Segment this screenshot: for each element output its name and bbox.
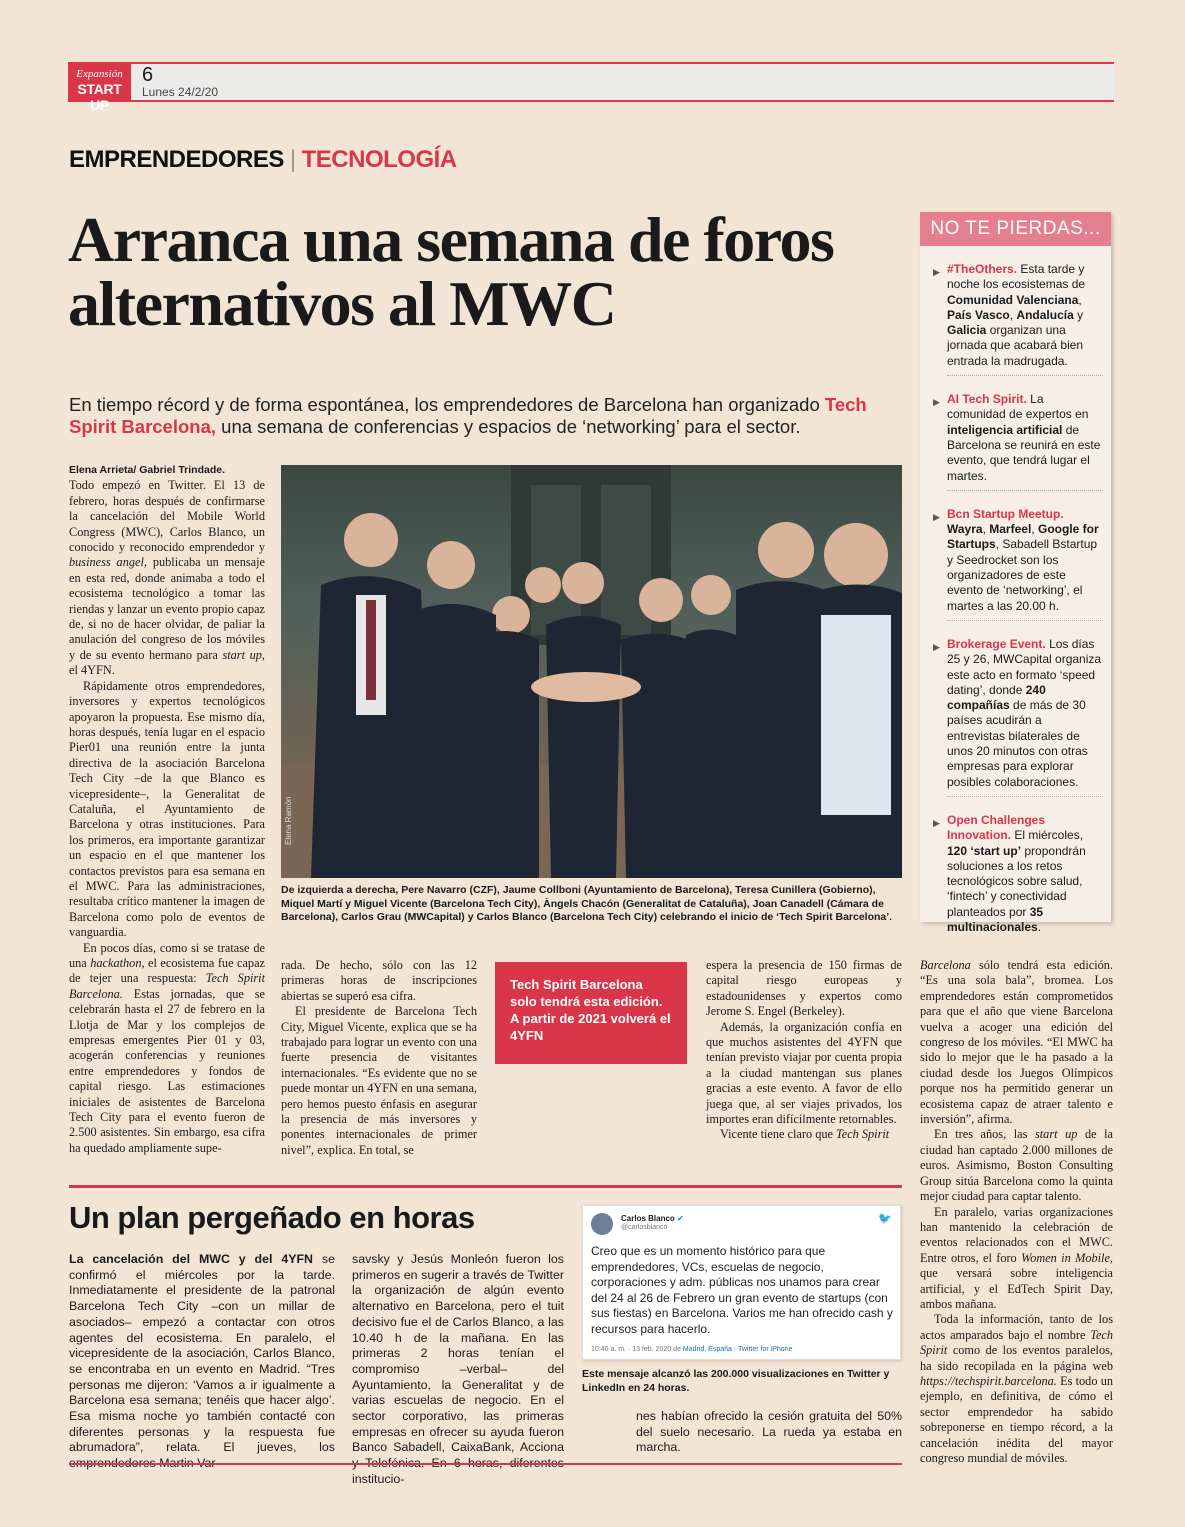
tweet-meta: 10:40 a. m. · 13 feb. 2020 de Madrid, España · Twitter for iPhone bbox=[591, 1346, 793, 1353]
paragraph: En pocos días, como si se tratase de una hackathon, el ecosistema fue capaz de tejer una respuesta: Tech Spirit Barcelona. Estas jornadas, que se celebrarán hasta el 27 de febrero en la Llotja de Mar y los complejos de empresas emergentes Pier 01 y 03, acogerán conferencias y reuniones entre emprendedores y fondos de capital riesgo. Las estimaciones iniciales de asistentes de Barcelona Tech City para el evento fueron de 2.500 asistentes. Sin embargo, esa cifra ha quedado ampliamente supe- bbox=[69, 940, 266, 1155]
headline: Arranca una semana de foros alternativos al MWC bbox=[68, 204, 834, 339]
sidebar-item: ▶ #TheOthers. Esta tarde y noche los ecosistemas de Comunidad Valenciana, País Vasco, Andalucía y Galicia organizan una jornada que acabará bien entrada la madrugada. bbox=[933, 262, 1086, 368]
bottom-divider bbox=[69, 1463, 902, 1465]
photo-illustration bbox=[281, 465, 902, 878]
tweet-caption: Este mensaje alcanzó las 200.000 visualizaciones en Twitter y LinkedIn en 24 horas. bbox=[582, 1368, 890, 1394]
triangle-right-icon: ▶ bbox=[933, 641, 940, 652]
section-separator: | bbox=[289, 146, 296, 173]
triangle-right-icon: ▶ bbox=[933, 511, 940, 522]
twitter-bird-icon: 🐦 bbox=[878, 1213, 892, 1225]
sidebar-item: ▶ Bcn Startup Meetup. Wayra, Marfeel, Google for Startups, Sabadell Bstartup y Seedrocket son los organizadores de este evento de ‘networking’, el martes a las 20.00 h. bbox=[947, 490, 1103, 614]
lead-paragraph bbox=[69, 394, 909, 438]
paragraph: rada. De hecho, sólo con las 12 primeras horas de inscripciones abiertas se superó esa cifra. bbox=[281, 958, 477, 1003]
article-column-3 bbox=[706, 958, 902, 1143]
sidebar-item: ▶ Brokerage Event. Los días 25 y 26, MWCapital organiza este acto en formato ‘speed dating’, donde 240 compañías de más de 30 países acudirán a entrevistas bilaterales de unos 20 minutos con otras empresas para explorar posibles colaboraciones. bbox=[947, 620, 1103, 790]
paragraph: El presidente de Barcelona Tech City, Miguel Vicente, explica que se ha trabajado para lograr un evento con una fuerte presencia de visitantes internacionales. “Es evidente que no se puede montar un 4YFN en una semana, pero hemos puesto énfasis en asegurar la presencia de más inversores y ponentes internacionales de primer nivel”, explica. En total, se bbox=[281, 1004, 477, 1157]
masthead-logo bbox=[68, 64, 131, 113]
avatar bbox=[591, 1213, 613, 1235]
sidebar-no-te-pierdas bbox=[920, 212, 1111, 934]
verified-icon: ✔ bbox=[677, 1214, 684, 1223]
paragraph: Rápidamente otros emprendedores, inversores y expertos tecnológicos apoyaron la propuesta. Ese mismo día, horas después, tenía lugar en el espacio Pier01 una reunión entre la junta directiva de la asociación Barcelona Tech City –de la que Blanco es vicepresidente–, la Generalitat de Cataluña, el Ayuntamiento de Barcelona y otras instituciones. Para los primeros, era importante garantizar un espacio en el que mantener los contactos previstos para esa semana en el MWC. Para las administraciones, resultaba crítico mantener la imagen de Barcelona como polo de eventos de vanguardia. bbox=[69, 678, 265, 940]
triangle-right-icon: ▶ bbox=[933, 397, 940, 408]
paragraph: Todo empezó en Twitter. El 13 de febrero, horas después de confirmarse la cancelación del Mobile World Congress (MWC), Carlos Blanco, un conocido y reconocido emprendedor y business angel, publicaba un mensaje en esta red, donde animaba a todo el ecosistema tecnológico a tomar las riendas y lanzar un evento propio capaz de, si no de hacer olvidar, de paliar la anulación del congreso de los móviles y de su evento hermano para start up, el 4YFN. bbox=[69, 478, 265, 678]
paragraph: espera la presencia de 150 firmas de capital riesgo europeas y estadounidenses y expertos como Jerome S. Engel (Berkeley). bbox=[706, 958, 902, 1019]
paragraph: En tres años, las start up de la ciudad han captado 2.000 millones de euros. Asimismo, Boston Consulting Group sitúa Barcelona como la quinta mejor ciudad para captar talento. bbox=[920, 1127, 1114, 1204]
subsection-title: Un plan pergeñado en horas bbox=[69, 1200, 475, 1235]
subsection-column-2: savsky y Jesús Monleón fueron los primeros en sugerir a través de Twitter la organización de algún evento alternativo en Barcelona, pero el tuit decisivo fue el de Carlos Blanco, a las 10.40 h de la mañana. En las primeras 2 horas tenían el compromiso –verbal– del Ayuntamiento, la Generalitat y de varias escuelas de negocio. En el sector corporativo, las primeras empresas en ofrecer su ayuda fueron Banco Sabadell, CaixaBank, Acciona institucio- bbox=[352, 1252, 564, 1486]
subsection-column-1: La cancelación del MWC y del 4YFN se confirmó el miércoles por la tarde. Inmediatamente el presidente de la patronal Barcelona Tech City –con un millar de asociados– empezó a contactar con otros agentes del ecosistema. En paralelo, el vicepresidente de la asociación, Carlos Blanco, se encontraba en un evento en Madrid. “Tres personas me dijeron: ‘Vamos a ir igualmente a Barcelona esa semana; tenéis que hacer algo’. Esa misma noche yo también contacté con diferentes personas y la respuesta fue abrumadora”, relata. El jueves, los bbox=[69, 1252, 335, 1455]
paragraph: En paralelo, varias organizaciones han mantenido la celebración de eventos relacionados con el MWC. Entre otros, el foro Women in Mobile, que versará sobre inteligencia artificial, y el EdTech Spirit Day, ambos mañana. bbox=[920, 1204, 1113, 1311]
photo-caption: De izquierda a derecha, Pere Navarro (CZF), Jaume Collboni (Ayuntamiento de Barcelona), Teresa Cunillera (Gobierno), Miquel Martí y Miguel Vicente (Barcelona Tech City), Àngels Chacón (Generalitat de Cataluña), Joan Canadell (Cámara de Barcelona), Carlos Grau (MWCapital) y Carlos Blanco (Barcelona Tech City) celebrando el inicio de ‘Tech Spirit Barcelona’. bbox=[281, 884, 893, 923]
tweet-text: Creo que es un momento histórico para que emprendedores, VCs, escuelas de negocio, corporaciones y adm. públicas nos unamos para crear del 24 al 26 de Febrero un gran evento de startups (con sus fiestas) en Barcelona. Varios me han ofrecido cash y recursos para hacerlo. bbox=[591, 1244, 893, 1336]
triangle-right-icon: ▶ bbox=[933, 817, 940, 828]
section-primary: EMPRENDEDORES bbox=[69, 146, 284, 173]
sidebar-title: NO TE PIERDAS... bbox=[920, 212, 1111, 246]
section-label bbox=[69, 146, 457, 174]
subsection-column-3: nes habían ofrecido la cesión gratuita del 50% del suelo necesario. La rueda ya estaba en marcha. bbox=[636, 1409, 902, 1455]
tweet-author: Carlos Blanco ✔ bbox=[621, 1214, 684, 1223]
section-divider bbox=[69, 1185, 902, 1188]
brand-name: Expansión bbox=[76, 68, 123, 80]
lead-before: En tiempo récord y de forma espontánea, los emprendedores de Barcelona han organizado bbox=[69, 394, 820, 415]
paragraph: Toda la información, tanto de los actos amparados bajo el nombre Tech Spirit como de los eventos paralelos, ha sido recopilada en la página web https://techspirit.barcelona. Es todo un ejemplo, en definitiva, de cómo el sector emprendedor ha sabido sobreponerse en tiempo récord, a la cancelación inédita del mayor congreso mundial de móviles. bbox=[920, 1312, 1114, 1465]
section-tag: START UP bbox=[77, 81, 122, 113]
tweet-handle: @carlosblanco bbox=[621, 1224, 668, 1231]
paragraph: Además, la organización confía en que muchos asistentes del 4YFN que tenían previsto viajar por cuenta propia a la ciudad mantengan sus planes gracias a este evento. A favor de ello juega que, al ser viajes privados, los importes eran difícilmente retornables. bbox=[706, 1019, 902, 1127]
byline: Elena Arrieta/ Gabriel Trindade. bbox=[69, 464, 225, 476]
photo-credit: Elena Ramón bbox=[284, 796, 293, 845]
embedded-tweet bbox=[582, 1205, 901, 1360]
page-header bbox=[68, 62, 1114, 113]
paragraph: Barcelona sólo tendrá esta edición. “Es una sola bala”, bromea. Los emprendedores están comprometidos para que el año que viene Barcelona vuelva a acoger una edición del congreso de los móviles. “El MWC ha sido lo mejor que le ha pasado a la ciudad desde los Juegos Olímpicos porque nos ha permitido generar un ecosistema capaz de atraer talento e inversión”, afirma. bbox=[920, 958, 1113, 1127]
lead-after: una semana de conferencias y espacios de ‘networking’ para el sector. bbox=[221, 416, 801, 437]
triangle-right-icon: ▶ bbox=[933, 267, 940, 277]
article-column-1 bbox=[69, 462, 265, 1156]
paragraph: Vicente tiene claro que Tech Spirit bbox=[720, 1127, 890, 1142]
article-column-4 bbox=[920, 958, 1113, 1466]
sidebar-item: ▶ Open Challenges Innovation. El miércoles, 120 ‘start up’ propondrán soluciones a los retos tecnológicos sobre salud, ‘fintech’ y conectividad planteados por 35 multinacionales. bbox=[947, 796, 1103, 935]
lead-highlight: Tech Spirit Barcelona, bbox=[69, 394, 867, 437]
sidebar-item: ▶ AI Tech Spirit. La comunidad de expertos en inteligencia artificial de Barcelona se reunirá en este evento, que tendrá lugar el martes. bbox=[947, 375, 1103, 484]
page-number: 6 bbox=[142, 64, 154, 86]
pull-quote: Tech Spirit Barcelona solo tendrá esta edición. A partir de 2021 volverá el 4YFN bbox=[495, 962, 687, 1064]
section-secondary: TECNOLOGÍA bbox=[301, 146, 457, 173]
article-column-2 bbox=[281, 958, 477, 1158]
issue-date: Lunes 24/2/20 bbox=[142, 85, 219, 99]
group-photo bbox=[281, 465, 902, 878]
